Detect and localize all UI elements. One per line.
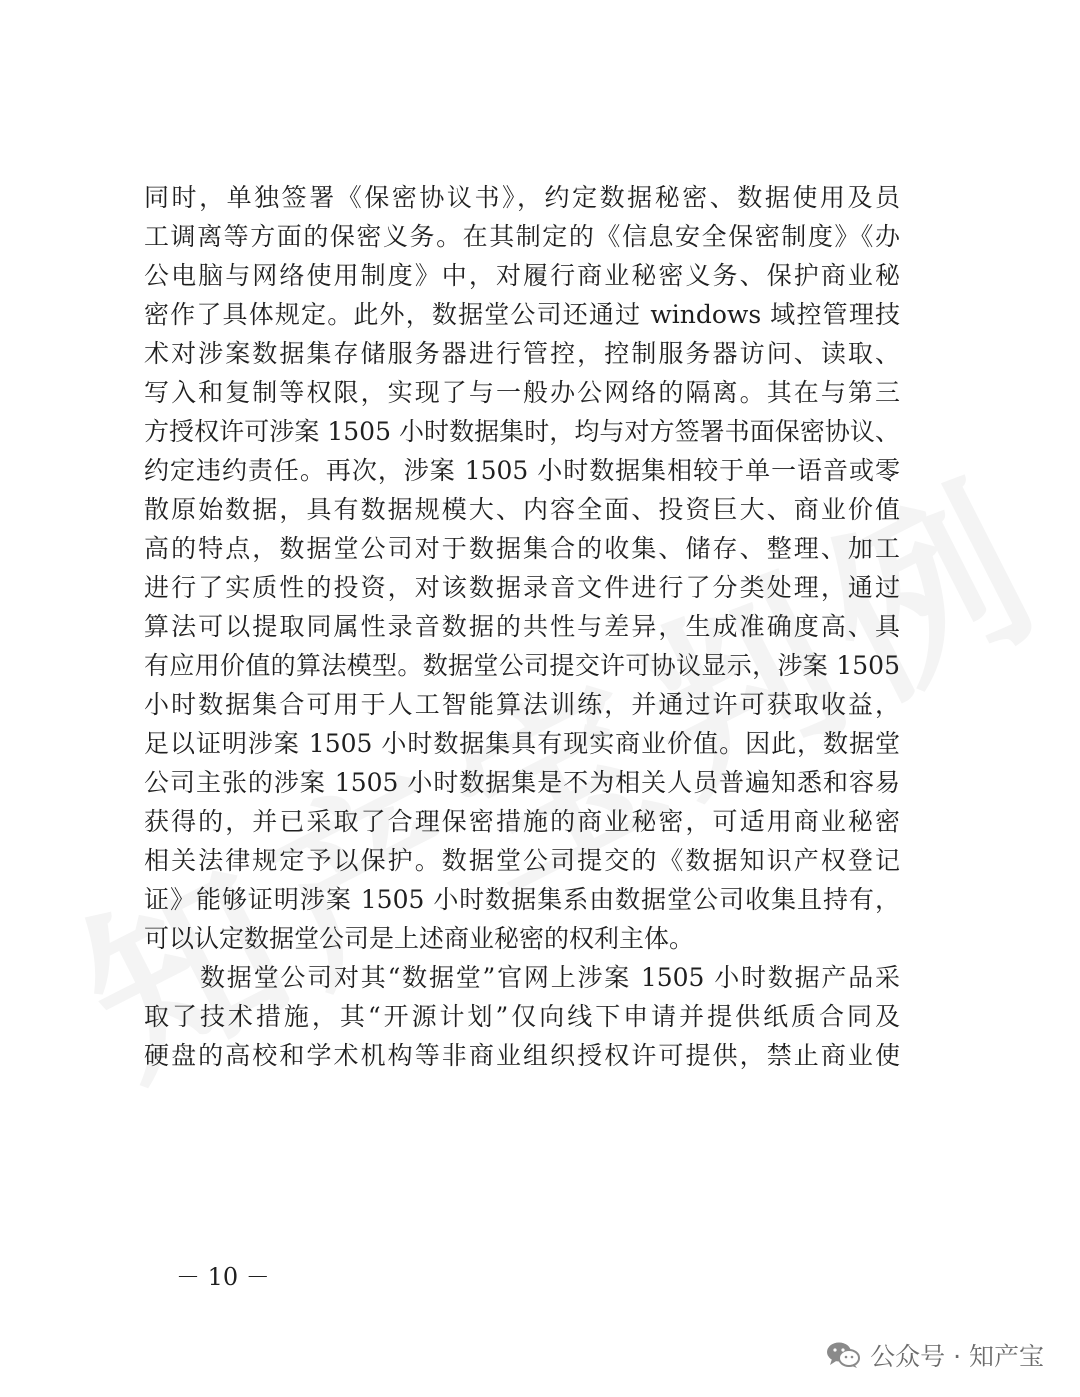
text-line: 算法可以提取同属性录音数据的共性与差异，生成准确度高、具 [144, 612, 900, 641]
text-line: 相关法律规定予以保护。数据堂公司提交的《数据知识产权登记 [144, 846, 900, 875]
text-line: 公电脑与网络使用制度》中，对履行商业秘密义务、保护商业秘 [144, 261, 900, 290]
text-line: 约定违约责任。再次，涉案 1505 小时数据集相较于单一语音或零 [144, 456, 900, 485]
text-line: 方授权许可涉案 1505 小时数据集时，均与对方签署书面保密协议、 [144, 417, 900, 446]
text-line: 证》能够证明涉案 1505 小时数据集系由数据堂公司收集且持有， [144, 885, 900, 914]
text-line: 硬盘的高校和学术机构等非商业组织授权许可提供，禁止商业使 [144, 1041, 900, 1070]
wechat-icon [826, 1341, 860, 1369]
account-label: 公众号 · 知产宝 [870, 1342, 1044, 1371]
text-line: 工调离等方面的保密义务。在其制定的《信息安全保密制度》《办 [144, 222, 900, 251]
text-line: 可以认定数据堂公司是上述商业秘密的权利主体。 [144, 924, 695, 953]
text-line: 小时数据集合可用于人工智能算法训练，并通过许可获取收益， [144, 690, 900, 719]
text-line: 有应用价值的算法模型。数据堂公司提交许可协议显示，涉案 1505 [144, 651, 900, 680]
account-badge [826, 1337, 1044, 1373]
text-line: 同时，单独签署《保密协议书》，约定数据秘密、数据使用及员 [144, 183, 900, 212]
text-line: 进行了实质性的投资，对该数据录音文件进行了分类处理，通过 [144, 573, 900, 602]
text-line: 写入和复制等权限，实现了与一般办公网络的隔离。其在与第三 [144, 378, 900, 407]
text-line: 数据堂公司对其“数据堂”官网上涉案 1505 小时数据产品采 [200, 963, 900, 992]
text-line: 足以证明涉案 1505 小时数据集具有现实商业价值。因此，数据堂 [144, 729, 900, 758]
text-line: 公司主张的涉案 1505 小时数据集是不为相关人员普遍知悉和容易 [144, 768, 900, 797]
text-line: 密作了具体规定。此外，数据堂公司还通过 windows 域控管理技 [144, 300, 900, 329]
page-number: － 10 － [176, 1263, 270, 1291]
text-line: 散原始数据，具有数据规模大、内容全面、投资巨大、商业价值 [144, 495, 900, 524]
text-line: 术对涉案数据集存储服务器进行管控，控制服务器访问、读取、 [144, 339, 900, 368]
body-text [144, 178, 900, 1075]
text-line: 高的特点，数据堂公司对于数据集合的收集、储存、整理、加工 [144, 534, 900, 563]
text-line: 获得的，并已采取了合理保密措施的商业秘密，可适用商业秘密 [144, 807, 900, 836]
text-line: 取了技术措施，其“开源计划”仅向线下申请并提供纸质合同及 [144, 1002, 900, 1031]
